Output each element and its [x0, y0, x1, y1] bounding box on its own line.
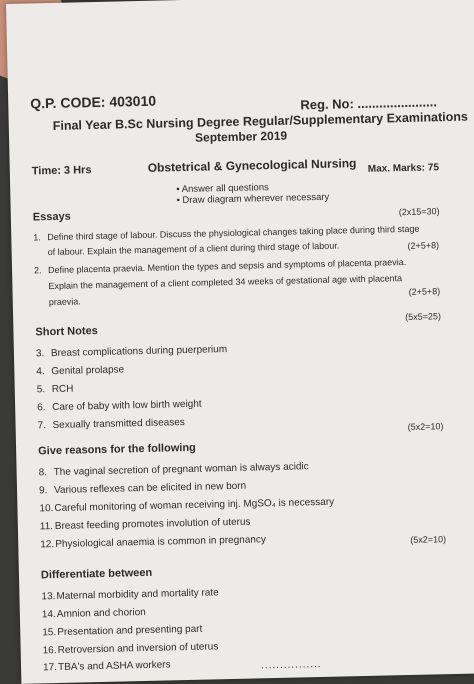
- exam-date: September 2019: [194, 128, 288, 145]
- question-2-line-3: praevia.: [48, 296, 81, 308]
- question-15: 15.Presentation and presenting part: [42, 623, 203, 639]
- question-1-marks: (2+5+8): [407, 240, 440, 251]
- question-10: 10.Careful monitoring of woman receiving inj. MgSO₄ is necessary: [39, 496, 335, 515]
- question-12: 12.Physiological anaemia is common in pregnancy: [40, 534, 267, 551]
- instruction-item: • Answer all questions: [176, 182, 269, 196]
- question-16: 16.Retroversion and inversion of uterus: [42, 641, 219, 657]
- instruction-item: • Draw diagram wherever necessary: [176, 191, 330, 207]
- question-13: 13.Maternal morbidity and mortality rate: [41, 587, 219, 603]
- question-2-line-2: Explain the management of a client completed 34 weeks of gestational age with placenta: [48, 273, 403, 292]
- subject-title: Obstetrical & Gynecological Nursing: [147, 156, 357, 175]
- footer-dots: ................: [260, 659, 322, 672]
- essays-marks: (2x15=30): [398, 206, 440, 218]
- question-14: 14.Amnion and chorion: [41, 606, 146, 621]
- exam-time: Time: 3 Hrs: [31, 164, 92, 178]
- question-3: 3. Breast complications during puerperium: [35, 344, 228, 360]
- question-1-line-2: of labour. Explain the management of a client during third stage of labour.: [47, 240, 340, 258]
- question-7: 7. Sexually transmitted diseases: [37, 417, 185, 432]
- question-9: 9. Various reflexes can be elicited in new born: [38, 480, 247, 497]
- reg-number: Reg. No: ......................: [300, 94, 438, 113]
- exam-paper: [6, 0, 474, 684]
- question-2: 2. Define placenta praevia. Mention the types and sepsis and symptoms of placenta praevia.: [33, 256, 407, 276]
- question-6: 6. Care of baby with low birth weight: [37, 398, 202, 414]
- differentiate-heading: Differentiate between: [40, 566, 153, 582]
- qp-code: Q.P. CODE: 403010: [30, 92, 157, 112]
- reasons-heading: Give reasons for the following: [38, 441, 196, 458]
- short-notes-heading: Short Notes: [35, 325, 98, 339]
- question-2-marks: (2+5+8): [408, 286, 441, 297]
- reasons-marks: (5x2=10): [407, 421, 444, 432]
- differentiate-marks: (5x2=10): [410, 534, 447, 545]
- question-5: 5. RCH: [36, 383, 74, 396]
- essays-heading: Essays: [32, 210, 71, 224]
- question-4: 4. Genital prolapse: [36, 364, 125, 378]
- question-8: 8. The vaginal secretion of pregnant woman is always acidic: [38, 461, 309, 479]
- question-1: 1. Define third stage of labour. Discuss the physiological changes taking place during third stage: [33, 223, 420, 243]
- short-notes-marks: (5x5=25): [405, 311, 442, 323]
- question-17: 17.TBA's and ASHA workers: [42, 659, 171, 674]
- question-11: 11. Breast feeding promotes involution of uterus: [39, 516, 251, 533]
- exam-title: Final Year B.Sc Nursing Degree Regular/Supplementary Examinations: [52, 109, 469, 133]
- max-marks: Max. Marks: 75: [367, 162, 440, 175]
